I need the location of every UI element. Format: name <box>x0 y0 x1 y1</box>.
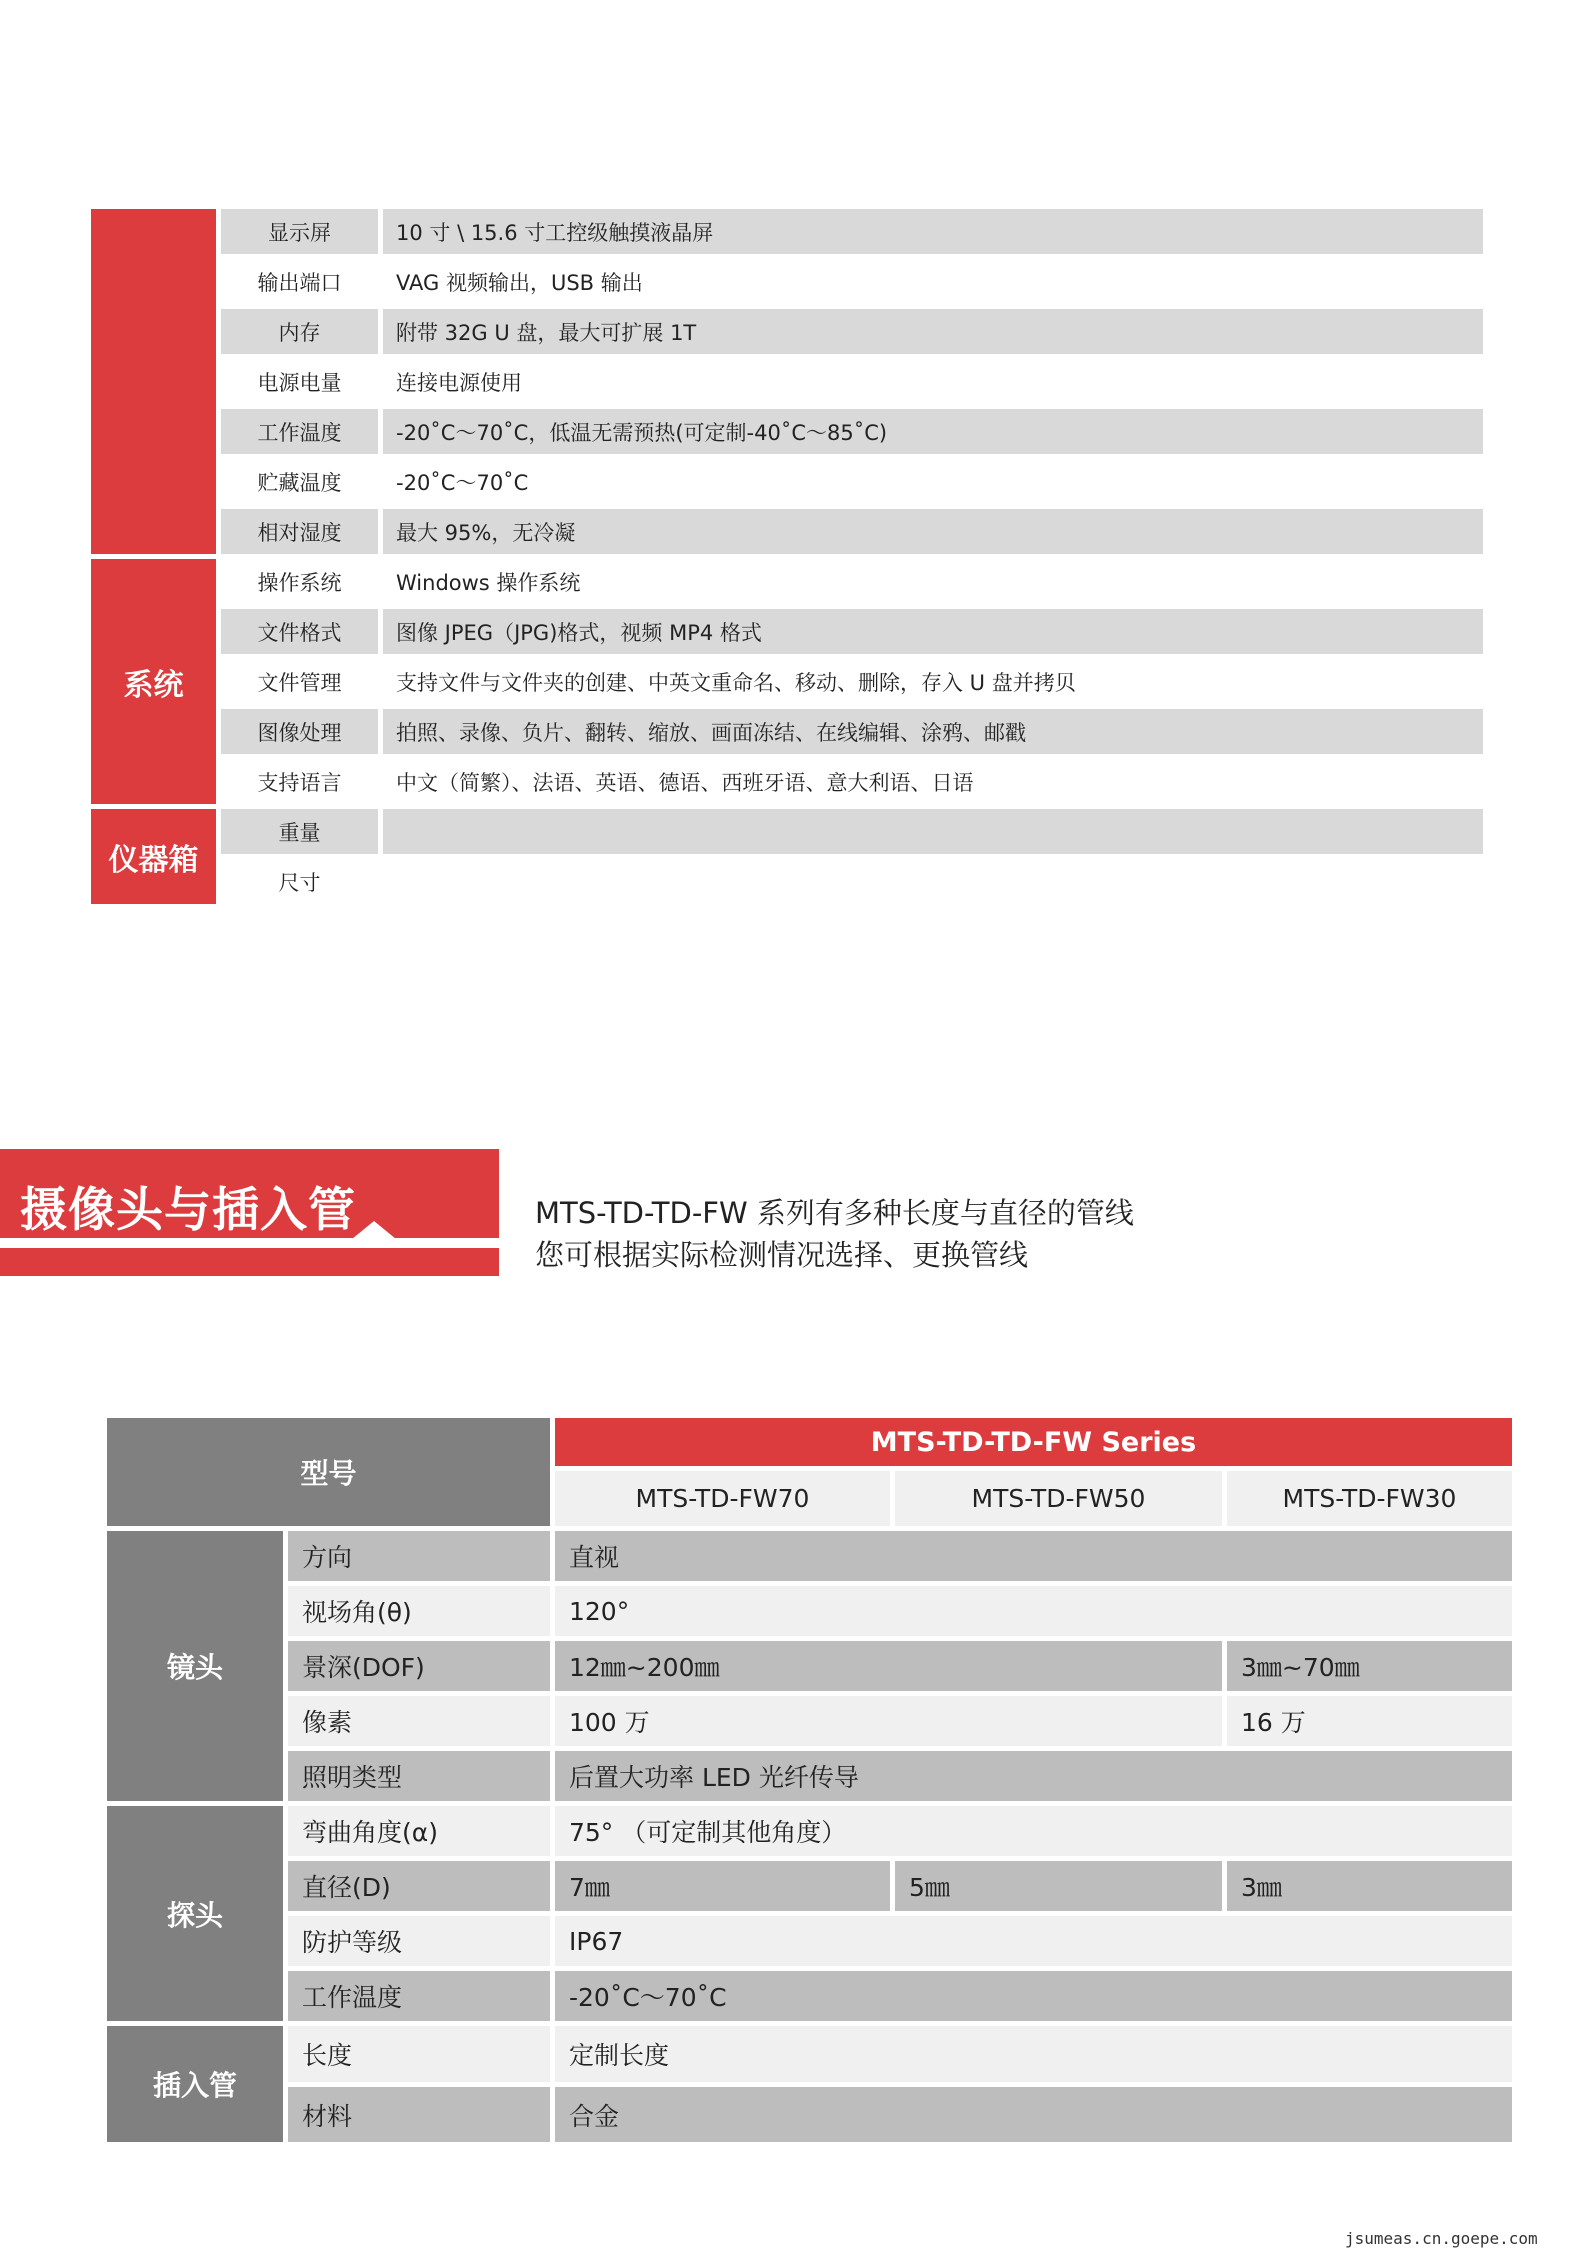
value-fov: 120° <box>555 1586 1512 1636</box>
group-lens: 镜头 <box>107 1531 283 1801</box>
desc-line-2: 您可根据实际检测情况选择、更换管线 <box>535 1238 1029 1272</box>
value-pixels-a: 100 万 <box>555 1696 1222 1746</box>
spec-value: 中文（简繁）、法语、英语、德语、西班牙语、意大利语、日语 <box>396 770 974 795</box>
spec-label: 重量 <box>221 809 378 854</box>
spec-value: 图像 JPEG（JPG)格式，视频 MP4 格式 <box>383 609 1483 654</box>
spec-value: 最大 95%，无冷凝 <box>383 509 1483 554</box>
value-diameter-fw50: 5㎜ <box>895 1861 1222 1911</box>
model-fw30: MTS-TD-FW30 <box>1227 1471 1512 1526</box>
group-general <box>91 209 216 554</box>
camera-spec-table <box>107 1418 1512 2142</box>
instrument-spec-table <box>91 209 1483 904</box>
value-lighting: 后置大功率 LED 光纤传导 <box>555 1751 1512 1801</box>
spec-value: 连接电源使用 <box>396 370 522 395</box>
desc-line-1: MTS-TD-TD-FW 系列有多种长度与直径的管线 <box>535 1196 1134 1230</box>
spec-label: 文件格式 <box>221 609 378 654</box>
label-lighting: 照明类型 <box>288 1751 550 1801</box>
value-protection: IP67 <box>555 1916 1512 1966</box>
group-system: 系统 <box>91 559 216 804</box>
spec-value: VAG 视频输出，USB 输出 <box>396 270 643 295</box>
value-bend: 75° （可定制其他角度） <box>555 1806 1512 1856</box>
value-material: 合金 <box>555 2087 1512 2142</box>
spec-value: 10 寸 \ 15.6 寸工控级触摸液晶屏 <box>383 209 1483 254</box>
label-pixels: 像素 <box>288 1696 550 1746</box>
label-length: 长度 <box>288 2026 550 2082</box>
model-fw50: MTS-TD-FW50 <box>895 1471 1222 1526</box>
spec-label: 操作系统 <box>257 570 342 595</box>
label-direction: 方向 <box>288 1531 550 1581</box>
label-temp: 工作温度 <box>288 1971 550 2021</box>
label-bend: 弯曲角度(α) <box>288 1806 550 1856</box>
model-fw70: MTS-TD-FW70 <box>555 1471 890 1526</box>
section-description <box>535 1192 1134 1276</box>
spec-value <box>383 809 1483 854</box>
label-dof: 景深(DOF) <box>288 1641 550 1691</box>
label-diameter: 直径(D) <box>288 1861 550 1911</box>
spec-value: Windows 操作系统 <box>396 570 581 595</box>
value-dof-b: 3㎜~70㎜ <box>1227 1641 1512 1691</box>
series-header: MTS-TD-TD-FW Series <box>555 1418 1512 1466</box>
spec-label: 内存 <box>221 309 378 354</box>
section-banner <box>0 1149 499 1276</box>
spec-label: 尺寸 <box>278 870 321 895</box>
banner-stripe <box>0 1238 499 1248</box>
value-length: 定制长度 <box>555 2026 1512 2082</box>
spec-value: 拍照、录像、负片、翻转、缩放、画面冻结、在线编辑、涂鸦、邮戳 <box>383 709 1483 754</box>
value-diameter-fw30: 3㎜ <box>1227 1861 1512 1911</box>
spec-label: 显示屏 <box>221 209 378 254</box>
value-diameter-fw70: 7㎜ <box>555 1861 890 1911</box>
value-direction: 直视 <box>555 1531 1512 1581</box>
spec-value <box>383 859 1483 904</box>
label-material: 材料 <box>288 2087 550 2142</box>
spec-label: 输出端口 <box>257 270 342 295</box>
value-pixels-b: 16 万 <box>1227 1696 1512 1746</box>
footer-url: jsumeas.cn.goepe.com <box>1345 2229 1538 2248</box>
label-protection: 防护等级 <box>288 1916 550 1966</box>
group-probe: 探头 <box>107 1806 283 2021</box>
group-case: 仪器箱 <box>91 809 216 904</box>
spec-label: 相对湿度 <box>221 509 378 554</box>
model-header: 型号 <box>107 1418 550 1526</box>
label-fov: 视场角(θ) <box>288 1586 550 1636</box>
spec-label: 文件管理 <box>257 670 342 695</box>
banner-notch <box>352 1221 396 1239</box>
spec-label: 贮藏温度 <box>257 470 342 495</box>
value-dof-a: 12㎜~200㎜ <box>555 1641 1222 1691</box>
value-temp: -20˚C～70˚C <box>555 1971 1512 2021</box>
spec-label: 工作温度 <box>221 409 378 454</box>
spec-value: -20˚C～70˚C，低温无需预热(可定制-40˚C～85˚C) <box>383 409 1483 454</box>
spec-value: 支持文件与文件夹的创建、中英文重命名、移动、删除，存入 U 盘并拷贝 <box>396 670 1076 695</box>
spec-value: 附带 32G U 盘，最大可扩展 1T <box>383 309 1483 354</box>
section-title: 摄像头与插入管 <box>20 1183 356 1238</box>
group-tube: 插入管 <box>107 2026 283 2142</box>
spec-label: 电源电量 <box>257 370 342 395</box>
spec-label: 支持语言 <box>257 770 342 795</box>
spec-value: -20˚C～70˚C <box>396 470 529 495</box>
spec-label: 图像处理 <box>221 709 378 754</box>
